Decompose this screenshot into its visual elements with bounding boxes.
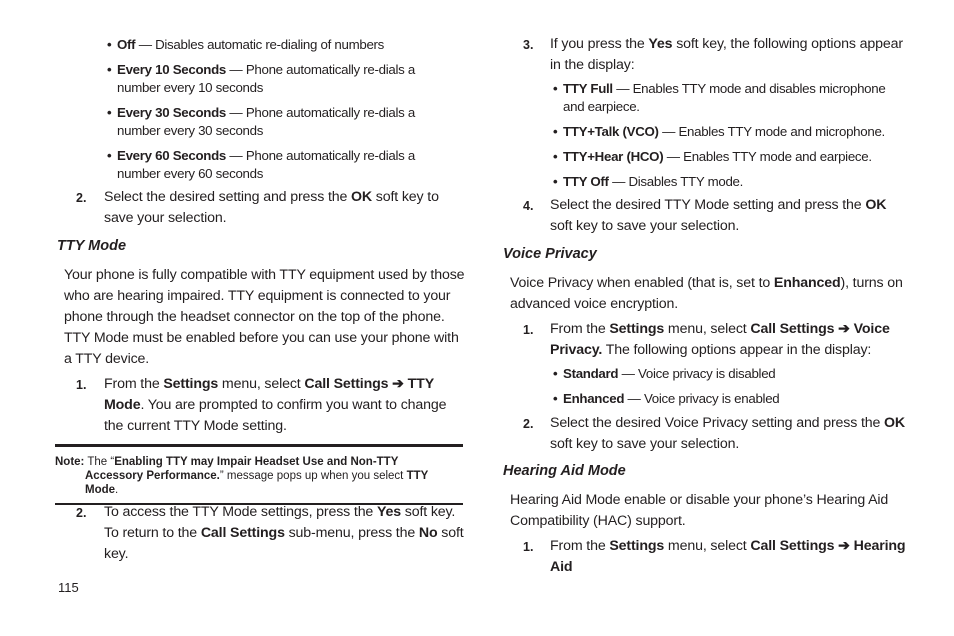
note-label: Note: (55, 456, 85, 468)
step-number: 4. (523, 199, 534, 213)
step-number: 1. (76, 378, 87, 392)
heading-tty-mode: TTY Mode (57, 238, 127, 254)
bullet-every-30: • Every 30 Seconds — Phone automatically re-dials a number every 30 seconds (107, 105, 415, 138)
bullet-tty-talk: • TTY+Talk (VCO) — Enables TTY mode and microphone. (553, 124, 885, 139)
ha-step-1-text: From the Settings menu, select Call Settings ➔ Hearing Aid (550, 538, 906, 575)
page-number: 115 (58, 580, 79, 595)
bullet-standard: • Standard — Voice privacy is disabled (553, 366, 776, 381)
note-box: Note: The “Enabling TTY may Impair Headset Use and Non-TTY Accessory Performance.” message pops up when you select TTY Mode. (55, 444, 463, 505)
step-1-text: From the Settings menu, select Call Settings ➔ TTY Mode. You are prompted to confirm you want to change the current TTY Mode setting. (104, 376, 447, 434)
tty-paragraph: Your phone is fully compatible with TTY equipment used by those who are hearing impaired. TTY equipment is connected to your phone through the headset connector on the top of the phone. TTY Mode must be enabled before you can use your phone with a TTY device. (64, 267, 465, 367)
step-number: 2. (76, 506, 87, 520)
bullet-off: • Off — Disables automatic re-dialing of numbers (107, 37, 385, 52)
step-2-text: Select the desired setting and press the OK soft key to save your selection. (104, 189, 439, 226)
heading-voice-privacy: Voice Privacy (503, 246, 597, 262)
bullet-tty-full: • TTY Full — Enables TTY mode and disables microphone and earpiece. (553, 81, 886, 114)
bullet-every-10: • Every 10 Seconds — Phone automatically re-dials a number every 10 seconds (107, 62, 415, 95)
step-2b-text: To access the TTY Mode settings, press the Yes soft key. To return to the Call Settings sub-menu, press the No soft key. (104, 504, 464, 562)
voice-privacy-paragraph: Voice Privacy when enabled (that is, set to Enhanced), turns on advanced voice encryption. (510, 275, 903, 312)
step-number: 1. (523, 540, 534, 554)
heading-hearing-aid-mode: Hearing Aid Mode (503, 463, 626, 479)
bullet-enhanced: • Enhanced — Voice privacy is enabled (553, 391, 780, 406)
bullet-tty-off: • TTY Off — Disables TTY mode. (553, 174, 744, 189)
vp-step-1-text: From the Settings menu, select Call Settings ➔ Voice Privacy. The following options appear in the display: (550, 321, 890, 358)
step-3-text: If you press the Yes soft key, the following options appear in the display: (550, 36, 903, 73)
step-number: 1. (523, 323, 534, 337)
step-number: 3. (523, 38, 534, 52)
step-4-text: Select the desired TTY Mode setting and press the OK soft key to save your selection. (550, 197, 887, 234)
bullet-every-60: • Every 60 Seconds — Phone automatically re-dials a number every 60 seconds (107, 148, 415, 181)
vp-step-2-text: Select the desired Voice Privacy setting and press the OK soft key to save your selection. (550, 415, 906, 452)
step-number: 2. (76, 191, 87, 205)
step-number: 2. (523, 417, 534, 431)
bullet-tty-hear: • TTY+Hear (HCO) — Enables TTY mode and earpiece. (553, 149, 872, 164)
hearing-aid-paragraph: Hearing Aid Mode enable or disable your phone’s Hearing Aid Compatibility (HAC) support. (510, 492, 889, 529)
